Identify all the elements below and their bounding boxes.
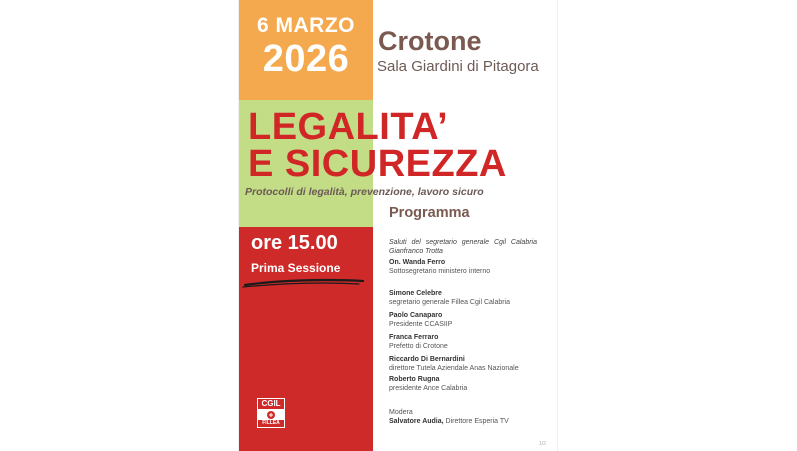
moderator-label: Modera — [389, 409, 413, 416]
programma-heading: Programma — [389, 205, 470, 221]
speaker-role: direttore Tutela Aziendale Anas Nazionale — [389, 365, 519, 372]
event-venue: Sala Giardini di Pitagora — [377, 58, 539, 75]
speaker-name: Simone Celebre — [389, 290, 442, 297]
speaker-role: Prefetto di Crotone — [389, 343, 448, 350]
event-date-year: 2026 — [262, 38, 350, 80]
speaker-name: Franca Ferraro — [389, 334, 439, 341]
speaker-item — [389, 289, 510, 307]
poster-title-line1: LEGALITA’ — [248, 106, 449, 148]
page-number: 1/2 — [539, 441, 546, 447]
speaker-item — [389, 258, 490, 276]
speaker-name: Roberto Rugna — [389, 376, 440, 383]
logo-bottom-text: FILLEA — [258, 420, 284, 427]
speaker-name: On. Wanda Ferro — [389, 259, 446, 266]
event-poster — [239, 0, 557, 451]
moderator-block — [389, 408, 509, 426]
speaker-role: Sottosegretario ministero interno — [389, 268, 491, 275]
poster-title-line2: E SICUREZZA — [248, 143, 507, 185]
session-time: ore 15.00 — [251, 232, 338, 254]
speaker-item — [389, 375, 467, 393]
cgil-fillea-logo — [257, 398, 285, 428]
logo-emblem-icon — [266, 410, 276, 420]
speaker-item — [389, 311, 452, 329]
speaker-name: Paolo Canaparo — [389, 312, 443, 319]
speaker-role: Presidente CCASIIP — [389, 321, 453, 328]
session-label: Prima Sessione — [251, 261, 341, 275]
poster-subtitle: Protocolli di legalità, prevenzione, lavoro sicuro — [245, 186, 484, 198]
speaker-role: segretario generale Fillea Cgil Calabria — [389, 299, 511, 306]
logo-top-text: CGIL — [258, 399, 284, 409]
speaker-item — [389, 333, 448, 351]
speaker-name: Riccardo Di Bernardini — [389, 356, 465, 363]
moderator-role: Direttore Esperia TV — [443, 418, 509, 425]
moderator-name: Salvatore Audia, — [389, 418, 444, 425]
speaker-role: presidente Ance Calabria — [389, 385, 468, 392]
brush-stroke-decoration — [239, 276, 373, 290]
event-city: Crotone — [378, 26, 482, 56]
speaker-item — [389, 355, 519, 373]
program-intro: Saluti del segretario generale Cgil Calabria Gianfranco Trotta — [389, 239, 537, 255]
event-date-day: 6 MARZO — [257, 14, 355, 37]
